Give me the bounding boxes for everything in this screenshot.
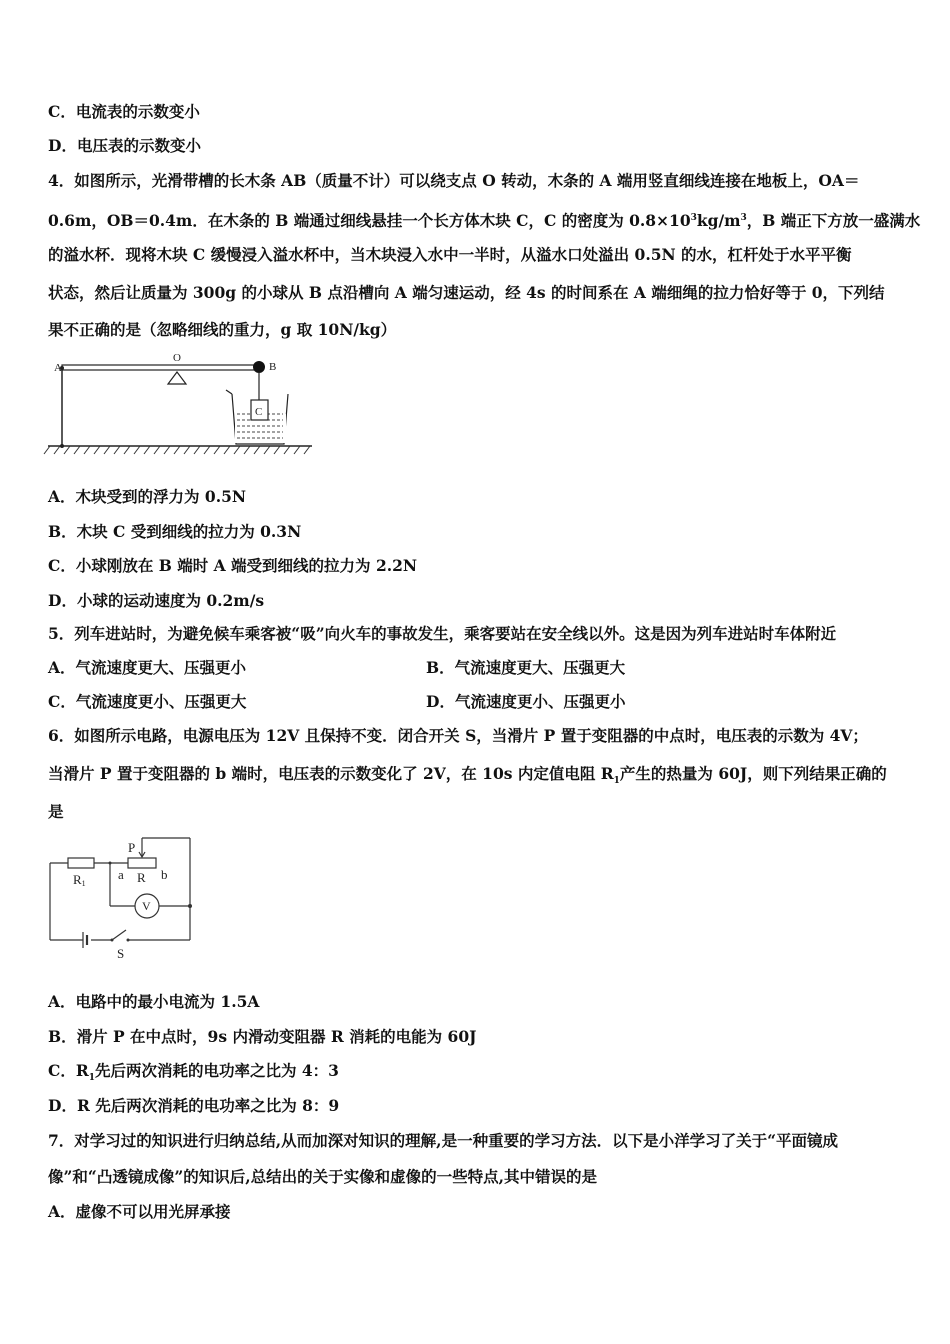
q6-option-c: C．$R_1$先后两次消耗的电功率之比为 4：3 xyxy=(48,1061,339,1084)
q4-option-a: A．木块受到的浮力为 0.5N xyxy=(48,487,247,506)
q6-option-d: D．R 先后两次消耗的电功率之比为 8：9 xyxy=(48,1096,340,1115)
q5-options-row-2 xyxy=(48,692,908,712)
q4-stem-line-1: 4．如图所示，光滑带槽的长木条 AB（质量不计）可以绕支点 O 转动，木条的 A 端用竖直细线连接在地板上，OA＝ xyxy=(48,171,860,190)
label-a: a xyxy=(118,867,124,882)
label-p: P xyxy=(128,840,136,855)
label-v: V xyxy=(142,899,151,913)
label-b: b xyxy=(161,867,168,882)
q7-option-a: A．虚像不可以用光屏承接 xyxy=(48,1202,231,1221)
q6-option-a: A．电路中的最小电流为 1.5A xyxy=(48,992,260,1011)
label-c: C xyxy=(255,406,263,418)
lever-figure xyxy=(40,350,320,460)
label-o: O xyxy=(173,352,181,364)
q4-option-b: B．木块 C 受到细线的拉力为 0.3N xyxy=(48,522,302,541)
q4-stem-line-2: 0.6m，OB＝0.4m．在木条的 B 端通过细线悬挂一个长方体木块 C，C 的密度为 $0.8\times 10^3kg/m^3$，B 端正下方放一盛满水 xyxy=(48,211,921,231)
q3-option-c: C．电流表的示数变小 xyxy=(48,102,200,121)
q3-option-d: D．电压表的示数变小 xyxy=(48,136,201,155)
q5-option-c: C．气流速度更小、压强更大 xyxy=(48,692,247,711)
q6-stem-line-3: 是 xyxy=(48,802,64,821)
q4-option-c: C．小球刚放在 B 端时 A 端受到细线的拉力为 2.2N xyxy=(48,556,418,575)
label-r1: R1 xyxy=(73,872,86,888)
q4-option-d: D．小球的运动速度为 0.2m/s xyxy=(48,591,265,610)
q7-stem-line-2: 像”和“凸透镜成像”的知识后,总结出的关于实像和虚像的一些特点,其中错误的是 xyxy=(48,1167,598,1186)
label-s: S xyxy=(117,946,125,961)
label-a: A xyxy=(54,362,62,374)
q4-stem-line-5: 果不正确的是（忽略细线的重力，g 取 10N/kg） xyxy=(48,320,397,339)
q5-stem: 5．列车进站时，为避免候车乘客被“吸”向火车的事故发生，乘客要站在安全线以外。这是因为列车进站时车体附近 xyxy=(48,624,837,643)
q5-option-b: B．气流速度更大、压强更大 xyxy=(426,658,626,677)
q4-stem-line-4: 状态，然后让质量为 300g 的小球从 B 点沿槽向 A 端匀速运动，经 4s 的时间系在 A 端细绳的拉力恰好等于 0，下列结 xyxy=(48,283,885,302)
q5-option-a: A．气流速度更大、压强更小 xyxy=(48,658,247,677)
q5-option-d: D．气流速度更小、压强更小 xyxy=(426,692,626,711)
q6-option-b: B．滑片 P 在中点时，9s 内滑动变阻器 R 消耗的电能为 60J xyxy=(48,1027,477,1046)
circuit-figure xyxy=(40,830,210,965)
q6-stem-line-2: 当滑片 P 置于变阻器的 b 端时，电压表的示数变化了 2V，在 10s 内定值电阻 $R_1$产生的热量为 60J，则下列结果正确的 xyxy=(48,764,887,787)
label-r: R xyxy=(137,870,146,885)
label-b: B xyxy=(269,361,277,373)
q7-stem-line-1: 7．对学习过的知识进行归纳总结,从而加深对知识的理解,是一种重要的学习方法．以下是小洋学习了关于“平面镜成 xyxy=(48,1131,838,1150)
q6-stem-line-1: 6．如图所示电路，电源电压为 12V 且保持不变．闭合开关 S，当滑片 P 置于变阻器的中点时，电压表的示数为 4V； xyxy=(48,726,868,745)
q4-stem-line-3: 的溢水杯．现将木块 C 缓慢浸入溢水杯中，当木块浸入水中一半时，从溢水口处溢出 0.5N 的水，杠杆处于水平平衡 xyxy=(48,245,852,264)
q5-options-row-1 xyxy=(48,658,908,678)
